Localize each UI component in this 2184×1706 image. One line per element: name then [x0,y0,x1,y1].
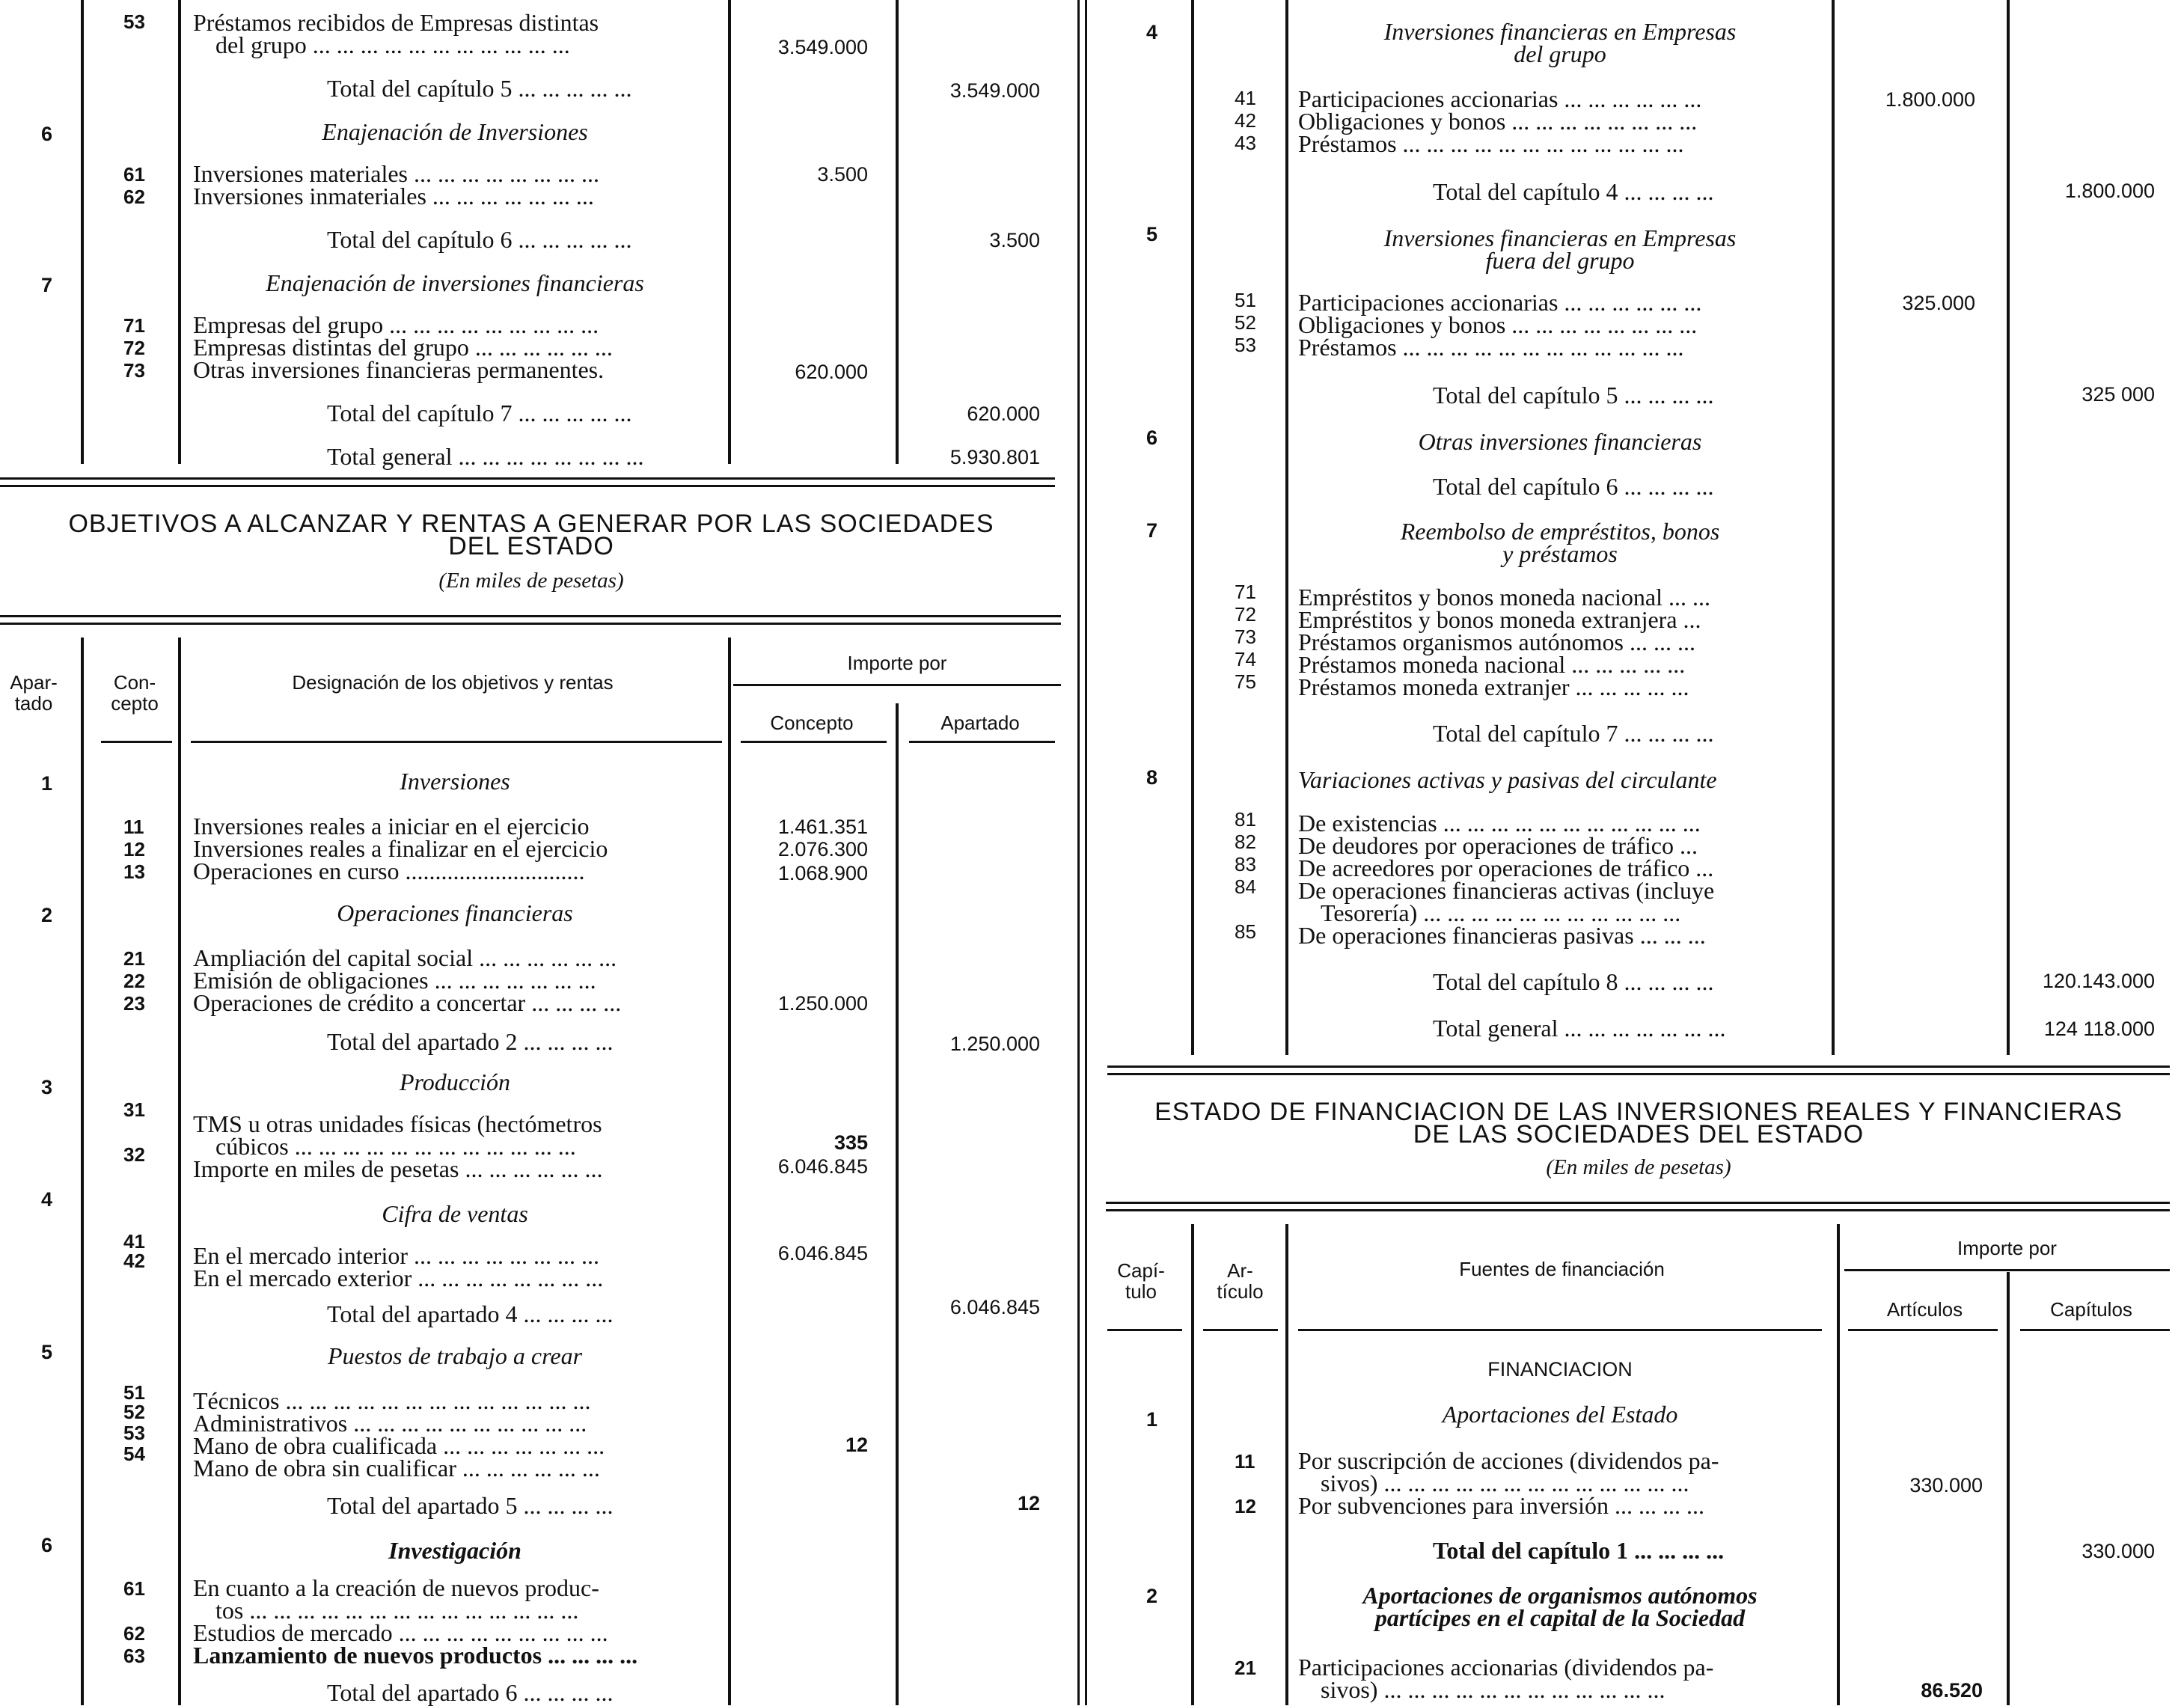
header-articulos: Artículos [1886,1298,1963,1321]
concept-value: 1.461.351 [777,816,868,838]
code: 21 [123,947,145,970]
code: 72 [1235,603,1256,626]
code: 54 [123,1443,145,1465]
header-capitulo: Capí- tulo [1117,1259,1165,1303]
chapter-number: 1 [1146,1408,1158,1431]
code: 22 [123,970,145,992]
rule [2020,1329,2170,1331]
concept-value: 3.500 [817,163,868,186]
row-text: De existencias ... ... ... ... ... ... ... ... ... ... ... [1298,810,1701,837]
code: 41 [123,1230,145,1253]
row-text: Préstamos moneda extranjer ... ... ... ... ... [1298,673,1689,700]
header-fuentes: Fuentes de financiación [1459,1258,1665,1280]
total-row: Total del capítulo 1 ... ... ... ... [1433,1537,1725,1564]
row-text: Por suscripción de acciones (dividendos pa- [1298,1447,1719,1474]
concept-value: 12 [845,1434,868,1456]
rule [1848,1329,1998,1331]
section-heading: Reembolso de empréstitos, bonos [1400,518,1720,545]
section-heading: y préstamos [1502,540,1618,567]
chapter-number: 7 [41,274,53,296]
section-heading: Enajenación de Inversiones [322,118,588,145]
row-text: Inversiones reales a iniciar en el ejercicio [193,813,590,840]
chapter-value: 325 000 [2081,383,2155,406]
row-text: En el mercado interior ... ... ... ... ... ... ... ... [193,1242,599,1269]
code: 53 [123,1422,145,1444]
code: 42 [1235,109,1256,132]
total-row: Total del apartado 4 ... ... ... ... [327,1300,614,1327]
code: 52 [1235,311,1256,334]
rule [101,741,172,743]
code: 84 [1235,875,1256,898]
col-rule [178,0,181,464]
row-text: De operaciones financieras activas (incluye [1298,877,1715,904]
rule [0,623,1061,625]
rule [1298,1329,1822,1331]
total-row: Total del capítulo 8 ... ... ... ... [1433,968,1714,995]
row-text: Lanzamiento de nuevos productos ... ... ... ... [193,1642,638,1669]
col-rule [1837,1224,1840,1705]
section-heading: Operaciones financieras [337,899,573,926]
row-text: Empresas distintas del grupo ... ... ... ... ... ... [193,334,613,361]
concept-value: 6.046.845 [777,1155,868,1178]
total-row: Total del capítulo 5 ... ... ... ... [1433,382,1714,409]
total-row: Total del capítulo 5 ... ... ... ... ... [327,75,632,102]
section-heading: Inversiones financieras en Empresas [1383,18,1737,45]
code: 13 [123,860,145,883]
row-text: De acreedores por operaciones de tráfico ... [1298,854,1714,881]
total-row: Total del apartado 6 ... ... ... ... [327,1679,614,1706]
section-heading: Investigación [388,1537,521,1564]
concept-value: 330.000 [1909,1474,1983,1496]
header-concepto: Con- cepto [111,671,159,715]
code: 31 [123,1098,145,1121]
chapter-number: 2 [1146,1585,1158,1607]
code: 43 [1235,132,1256,154]
apartado-number: 1 [41,772,53,795]
row-text: Préstamos ... ... ... ... ... ... ... ... ... ... ... ... [1298,130,1684,157]
section-title: DEL ESTADO [448,532,614,560]
code: 75 [1235,670,1256,693]
concept-value: 86.520 [1921,1679,1983,1702]
concept-value: 1.068.900 [777,862,868,884]
code: 11 [123,816,144,838]
row-text: Tesorería) ... ... ... ... ... ... ... ... ... ... ... [1321,899,1681,926]
col-rule [81,0,84,464]
rule [733,684,1061,686]
rule [1203,1329,1278,1331]
section-heading: Inversiones [400,768,510,795]
code: 52 [123,1401,145,1423]
code: 82 [1235,831,1256,853]
row-text: Administrativos ... ... ... ... ... ... ... ... ... ... [193,1410,587,1437]
section-heading: Enajenación de inversiones financieras [266,269,644,296]
section-heading: Aportaciones de organismos autónomos [1362,1582,1758,1609]
code: 62 [123,186,145,208]
row-text: Préstamos ... ... ... ... ... ... ... ... ... ... ... ... [1298,334,1684,361]
code: 73 [1235,626,1256,648]
code: 32 [123,1143,145,1166]
row-text: del grupo ... ... ... ... ... ... ... ... ... ... ... [215,31,570,58]
section-subtitle: (En miles de pesetas) [438,569,624,593]
col-rule [1191,1224,1194,1705]
chapter-value: 124 118.000 [2043,1018,2155,1040]
section-heading: Cifra de ventas [382,1200,528,1227]
col-rule [896,703,899,1705]
row-text: sivos) ... ... ... ... ... ... ... ... ... ... ... ... [1321,1676,1665,1703]
rule [0,477,1055,480]
row-text: Préstamos moneda nacional ... ... ... ... ... [1298,651,1686,678]
center-divider-line-2 [1085,0,1087,1705]
code: 74 [1235,648,1256,670]
row-text: Importe en miles de pesetas ... ... ... ... ... ... [193,1155,603,1182]
row-text: En el mercado exterior ... ... ... ... ... ... ... ... [193,1265,604,1291]
code: 63 [123,1645,145,1667]
row-text: Por subvenciones para inversión ... ... ... ... [1298,1492,1705,1519]
code: 61 [123,163,145,186]
code: 53 [1235,334,1256,356]
concept-value: 325.000 [1902,292,1975,314]
chapter-number: 7 [1146,519,1158,542]
row-text: De operaciones financieras pasivas ... ... ... [1298,922,1706,949]
col-rule [81,638,84,1705]
code: 62 [123,1622,145,1645]
chapter-value: 120.143.000 [2042,970,2155,992]
code: 23 [123,992,145,1015]
total-row: Total del capítulo 6 ... ... ... ... [1433,473,1714,500]
rule [741,741,887,743]
apartado-number: 3 [41,1076,53,1098]
code: 72 [123,337,145,359]
section-heading: del grupo [1514,40,1606,67]
section-heading: Variaciones activas y pasivas del circulante [1298,766,1717,793]
section-title: ESTADO DE FINANCIACION DE LAS INVERSIONES REALES Y FINANCIERAS [1154,1098,2123,1126]
col-rule [1285,0,1288,1055]
section-title: DE LAS SOCIEDADES DEL ESTADO [1413,1120,1865,1149]
col-rule [178,638,181,1705]
rule [1106,1209,2170,1211]
code: 71 [1235,581,1256,603]
header-designacion: Designación de los objetivos y rentas [292,671,614,694]
col-rule [728,638,731,1705]
col-rule [896,0,899,464]
code: 71 [123,314,145,337]
section-heading: Inversiones financieras en Empresas [1383,224,1737,251]
chapter-number: 8 [1146,766,1158,789]
rule [1844,1269,2170,1271]
rule [1107,1329,1182,1331]
row-text: Estudios de mercado ... ... ... ... ... ... ... ... ... [193,1619,608,1646]
concept-value: 3.549.000 [777,36,868,58]
row-text: Otras inversiones financieras permanentes. [193,356,605,383]
col-rule [2007,0,2010,1055]
apartado-number: 2 [41,904,53,926]
header-importe: Importe por [847,652,947,674]
row-text: tos ... ... ... ... ... ... ... ... ... ... ... ... ... ... [215,1597,579,1624]
code: 51 [123,1381,145,1404]
header-concepto-col: Concepto [770,712,854,734]
concept-value: 2.076.300 [777,838,868,860]
center-divider-line [1077,0,1080,1705]
chapter-value: 330.000 [2081,1540,2155,1562]
row-text: Empréstitos y bonos moneda extranjera ... [1298,606,1701,633]
concept-value: 620.000 [795,361,868,383]
code: 61 [123,1577,145,1600]
apartado-value: 6.046.845 [949,1296,1040,1318]
row-text: Préstamos organismos autónomos ... ... ... [1298,629,1695,655]
total-row: Total del capítulo 7 ... ... ... ... ... [327,400,632,426]
rule [191,741,722,743]
chapter-number: 6 [1146,426,1158,449]
col-rule [728,0,731,464]
code: 21 [1235,1657,1256,1679]
header-apartado-col: Apartado [940,712,1020,734]
chapter-value: 5.930.801 [949,446,1040,468]
code: 53 [123,10,145,33]
code: 83 [1235,853,1256,875]
concept-value: 6.046.845 [777,1242,868,1265]
apartado-value: 1.250.000 [949,1033,1040,1055]
rule [909,741,1055,743]
concept-value: 335 [833,1131,868,1154]
code: 85 [1235,920,1256,943]
total-row: Total del capítulo 6 ... ... ... ... ... [327,226,632,253]
row-text: Participaciones accionarias (dividendos pa- [1298,1654,1714,1681]
code: 51 [1235,289,1256,311]
row-text: Participaciones accionarias ... ... ... ... ... ... [1298,289,1702,316]
total-general-row: Total general ... ... ... ... ... ... ... ... [327,443,644,470]
apartado-number: 4 [41,1188,53,1211]
rule [1106,1202,2170,1204]
concept-value: 1.800.000 [1885,88,1975,111]
row-text: Mano de obra cualificada ... ... ... ... ... ... ... [193,1432,605,1459]
section-heading: FINANCIACION [1487,1358,1633,1381]
apartado-value: 12 [1017,1492,1040,1514]
apartado-number: 5 [41,1341,53,1363]
row-text: De deudores por operaciones de tráfico ... [1298,832,1698,859]
header-importe: Importe por [1957,1237,2057,1259]
row-text: Mano de obra sin cualificar ... ... ... ... ... ... [193,1455,600,1482]
code: 81 [1235,808,1256,831]
col-rule [1285,1224,1288,1705]
header-articulo: Ar- tículo [1217,1259,1264,1303]
chapter-number: 5 [1146,223,1158,245]
total-row: Total del apartado 2 ... ... ... ... [327,1028,614,1055]
header-capitulos: Capítulos [2050,1298,2132,1321]
rule [1107,1073,2170,1075]
row-text: Inversiones inmateriales ... ... ... ... ... ... ... [193,183,594,210]
row-text: Participaciones accionarias ... ... ... ... ... ... [1298,85,1702,112]
row-text: Empréstitos y bonos moneda nacional ... ... [1298,584,1711,611]
total-row: Total del capítulo 7 ... ... ... ... [1433,720,1714,747]
chapter-value: 1.800.000 [2064,180,2155,202]
col-rule [2007,1272,2010,1705]
row-text: En cuanto a la creación de nuevos produc- [193,1574,599,1601]
chapter-value: 3.500 [989,229,1040,251]
row-text: Inversiones reales a finalizar en el ejercicio [193,835,608,862]
rule [1107,1066,2170,1068]
row-text: Préstamos recibidos de Empresas distintas [193,9,599,36]
rule [0,615,1061,617]
total-general-row: Total general ... ... ... ... ... ... ... [1433,1015,1726,1042]
section-heading: Aportaciones del Estado [1442,1401,1678,1428]
col-rule [1832,0,1835,1055]
concept-value: 1.250.000 [777,992,868,1015]
section-heading: Producción [399,1068,511,1095]
chapter-value: 3.549.000 [949,79,1040,102]
section-heading: Puestos de trabajo a crear [327,1342,583,1369]
row-text: Operaciones en curso .............................. [193,857,585,884]
section-heading: fuera del grupo [1485,247,1635,274]
code: 42 [123,1250,145,1272]
row-text: Obligaciones y bonos ... ... ... ... ... ... ... ... [1298,311,1698,338]
row-text: Operaciones de crédito a concertar ... ... ... ... [193,989,622,1016]
code: 41 [1235,87,1256,109]
chapter-number: 4 [1146,21,1158,43]
code: 11 [1235,1450,1255,1473]
section-title: OBJETIVOS A ALCANZAR Y RENTAS A GENERAR POR LAS SOCIEDADES [68,510,994,538]
code: 12 [1235,1495,1256,1517]
col-rule [1191,0,1194,1055]
section-heading: Otras inversiones financieras [1418,428,1702,455]
row-text: sivos) ... ... ... ... ... ... ... ... ... ... ... ... ... [1321,1470,1689,1496]
row-text: Técnicos ... ... ... ... ... ... ... ... ... ... ... ... ... [193,1387,591,1414]
section-subtitle: (En miles de pesetas) [1546,1155,1731,1179]
row-text: Empresas del grupo ... ... ... ... ... ... ... ... ... [193,311,599,338]
row-text: Obligaciones y bonos ... ... ... ... ... ... ... ... [1298,108,1698,135]
apartado-number: 6 [41,1534,53,1556]
code: 73 [123,359,145,382]
row-text: cúbicos ... ... ... ... ... ... ... ... ... ... ... ... [215,1133,576,1160]
chapter-value: 620.000 [967,403,1040,425]
total-row: Total del capítulo 4 ... ... ... ... [1433,178,1714,205]
header-apartado: Apar- tado [10,671,58,715]
chapter-number: 6 [41,123,53,145]
row-text: Emisión de obligaciones ... ... ... ... ... ... ... [193,967,596,994]
row-text: Inversiones materiales ... ... ... ... ... ... ... ... [193,160,599,187]
rule [0,485,1055,487]
row-text: Ampliación del capital social ... ... ... ... ... ... [193,944,617,971]
total-row: Total del apartado 5 ... ... ... ... [327,1492,614,1519]
section-heading: partícipes en el capital de la Sociedad [1374,1604,1746,1631]
row-text: TMS u otras unidades físicas (hectómetros [193,1110,602,1137]
code: 12 [123,838,145,860]
